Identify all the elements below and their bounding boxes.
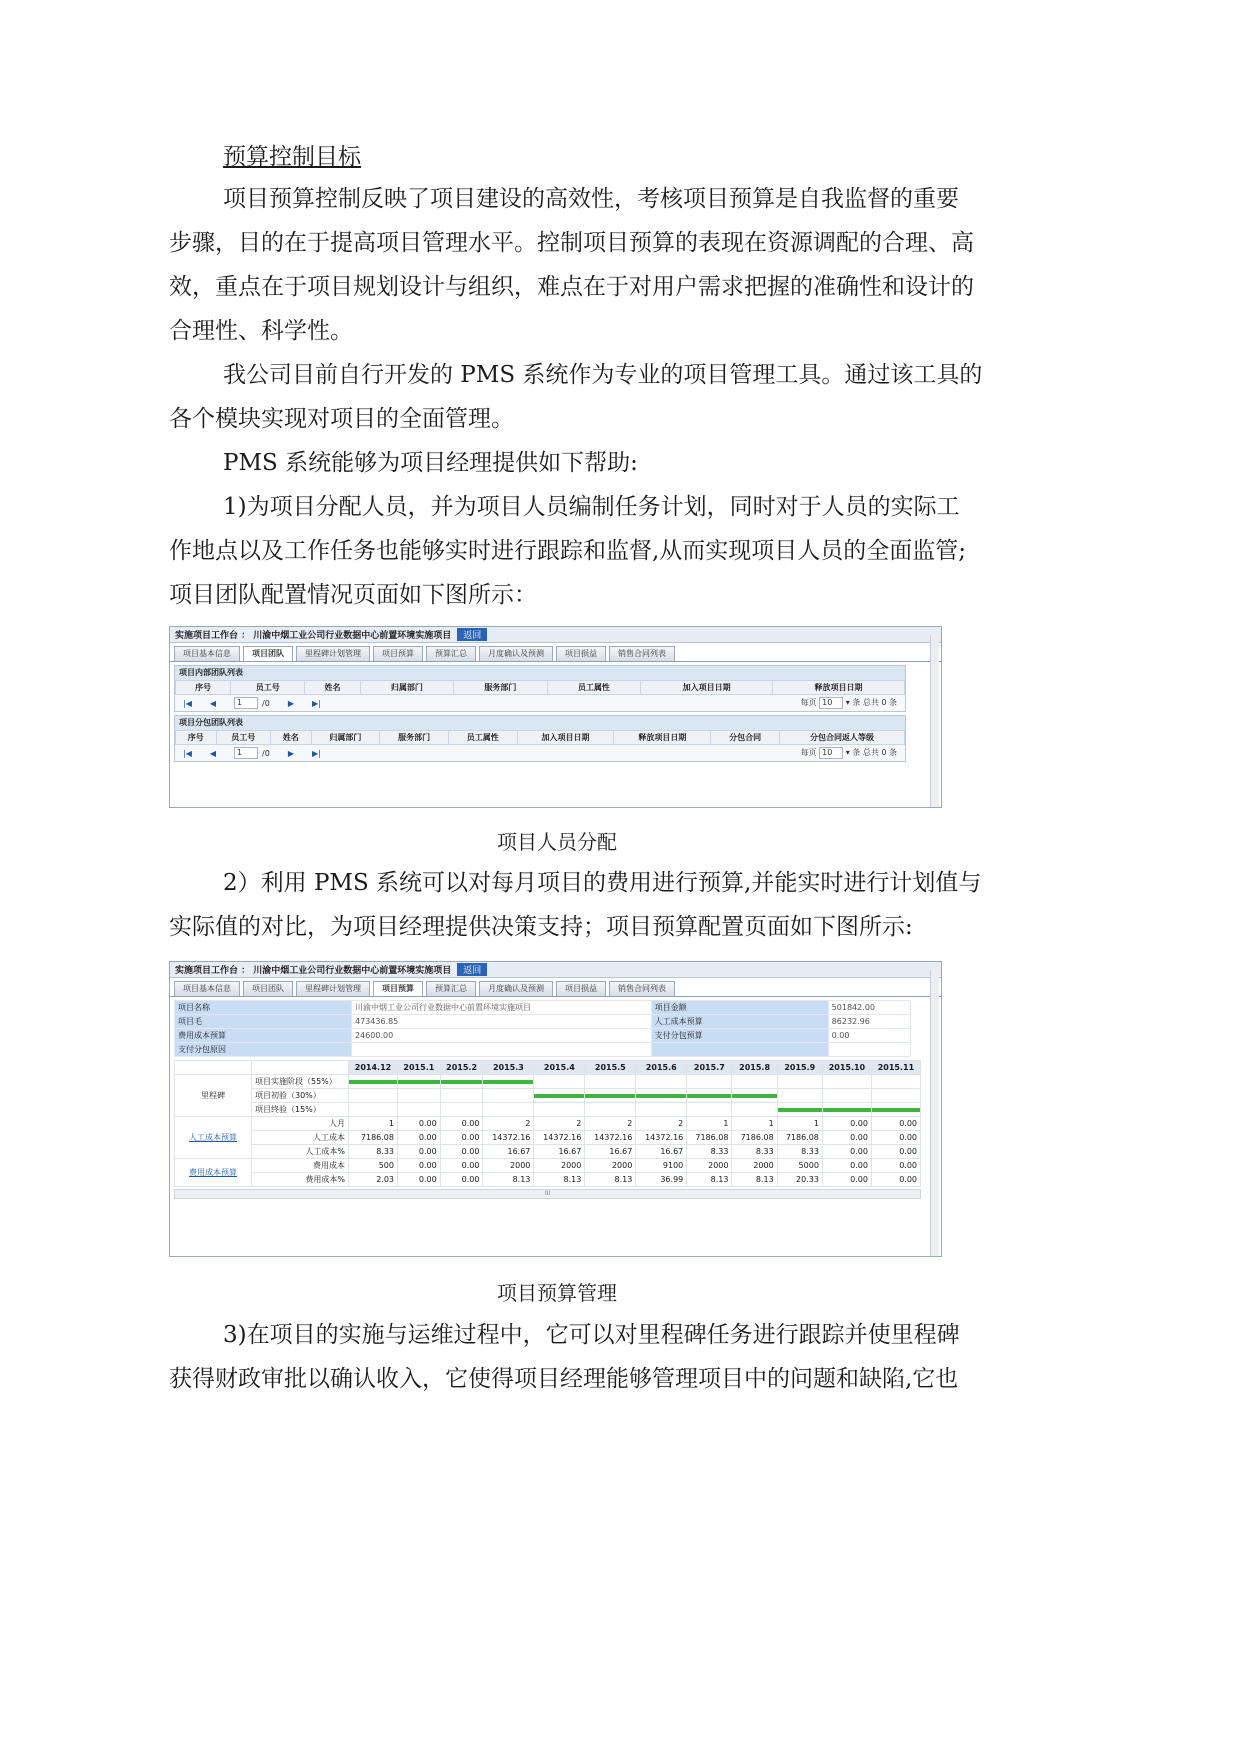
- paragraph-line: 效，重点在于项目规划设计与组织，难点在于对用户需求把握的准确性和设计的: [169, 274, 974, 300]
- milestone-cell: [732, 1089, 777, 1103]
- milestone-cell: [777, 1103, 822, 1117]
- info-row: [175, 1001, 911, 1015]
- value-cell: 0.00: [871, 1145, 920, 1159]
- milestone-cell: [871, 1075, 920, 1089]
- info-row: [175, 1015, 911, 1029]
- blank-cell: [252, 1061, 349, 1075]
- milestone-cell: [585, 1103, 636, 1117]
- value-cell: 2000: [483, 1159, 534, 1173]
- project-info-panel: [174, 1000, 911, 1057]
- section-title: 项目内部团队列表: [175, 666, 905, 680]
- tab-4[interactable]: 项目预算: [373, 981, 423, 996]
- milestone-cell: [440, 1103, 483, 1117]
- blank-cell: [175, 1061, 252, 1075]
- paragraph-line: PMS 系统能够为项目经理提供如下帮助:: [223, 450, 638, 476]
- column-header: 释放项目日期: [614, 731, 711, 745]
- breadcrumb-text: 实施项目工作台 ： 川渝中烟工业公司行业数据中心前置环境实施项目: [175, 631, 452, 641]
- milestone-bar: [441, 1080, 483, 1084]
- paragraph-line: 3)在项目的实施与运维过程中，它可以对里程碑任务进行跟踪并使里程碑: [223, 1322, 960, 1348]
- page-size-select[interactable]: 10: [819, 747, 843, 759]
- value-cell: 7186.08: [687, 1131, 732, 1145]
- paragraph-line: 1)为项目分配人员，并为项目人员编制任务计划，同时对于人员的实际工: [223, 494, 960, 520]
- value-cell: 14372.16: [483, 1131, 534, 1145]
- milestone-cell: [349, 1103, 398, 1117]
- milestone-cell: [732, 1075, 777, 1089]
- value-cell: 0.00: [440, 1159, 483, 1173]
- milestone-cell: [398, 1075, 441, 1089]
- first-page-icon[interactable]: |◀: [183, 698, 192, 708]
- paragraph-line: 2）利用 PMS 系统可以对每月项目的费用进行预算,并能实时进行计划值与: [223, 870, 982, 896]
- milestone-cell: [822, 1089, 871, 1103]
- tab-7[interactable]: 项目损益: [556, 981, 606, 996]
- value-cell: 8.13: [483, 1173, 534, 1187]
- value-cell: 0.00: [440, 1173, 483, 1187]
- milestone-name: 项目初验（30%）: [252, 1089, 349, 1103]
- value-cell: 2: [534, 1117, 585, 1131]
- value-cell: 0.00: [822, 1159, 871, 1173]
- budget-grid: [174, 1060, 921, 1187]
- page-size-info: 每页 10 ▾ 条 总共 0 条: [800, 748, 897, 757]
- value-cell: 8.33: [732, 1145, 777, 1159]
- info-label: 人工成本预算: [651, 1015, 828, 1029]
- value-cell: 16.67: [636, 1145, 687, 1159]
- budget-row: [175, 1131, 921, 1145]
- breadcrumb: [170, 627, 941, 643]
- expense-link[interactable]: 费用成本预算: [175, 1159, 252, 1187]
- value-cell: 2: [636, 1117, 687, 1131]
- value-cell: 9100: [636, 1159, 687, 1173]
- value-cell: 8.33: [777, 1145, 822, 1159]
- info-value: 473436.85: [352, 1015, 652, 1029]
- value-cell: 0.00: [398, 1173, 441, 1187]
- tab-2[interactable]: 项目团队: [243, 981, 293, 996]
- column-header: 归属部门: [311, 731, 380, 745]
- milestone-row: [175, 1089, 921, 1103]
- value-cell: 16.67: [483, 1145, 534, 1159]
- section-title: 项目分包团队列表: [175, 716, 905, 730]
- milestone-cell: [483, 1089, 534, 1103]
- tab-7[interactable]: 项目损益: [556, 646, 606, 661]
- page-number-input[interactable]: 1: [234, 747, 258, 759]
- budget-row: [175, 1173, 921, 1187]
- value-cell: 36.99: [636, 1173, 687, 1187]
- column-header: 姓名: [271, 731, 312, 745]
- milestone-bar: [534, 1094, 584, 1098]
- milestone-cell: [636, 1089, 687, 1103]
- value-cell: 2000: [732, 1159, 777, 1173]
- horizontal-scrollbar[interactable]: III: [174, 1189, 921, 1199]
- tab-6[interactable]: 月度确认及预测: [479, 646, 553, 661]
- milestone-bar: [483, 1080, 533, 1084]
- page-total: /0: [262, 748, 270, 758]
- milestone-cell: [349, 1075, 398, 1089]
- tab-3[interactable]: 里程碑计划管理: [296, 646, 370, 661]
- month-header: 2015.2: [440, 1061, 483, 1075]
- month-header: 2015.11: [871, 1061, 920, 1075]
- month-header: 2015.5: [585, 1061, 636, 1075]
- value-cell: 8.13: [534, 1173, 585, 1187]
- month-header: 2015.8: [732, 1061, 777, 1075]
- info-value: 0.00: [828, 1029, 910, 1043]
- milestone-bar: [398, 1080, 440, 1084]
- grid-header-row: [175, 1061, 921, 1075]
- paragraph-line: 我公司目前自行开发的 PMS 系统作为专业的项目管理工具。通过该工具的: [223, 362, 983, 388]
- back-button[interactable]: 返回: [457, 963, 487, 976]
- value-cell: 2.03: [349, 1173, 398, 1187]
- figure-caption: 项目预算管理: [497, 1281, 617, 1305]
- value-cell: 16.67: [534, 1145, 585, 1159]
- value-cell: 0.00: [822, 1131, 871, 1145]
- milestone-cell: [349, 1089, 398, 1103]
- info-value: 川渝中烟工业公司行业数据中心前置环境实施项目: [352, 1001, 652, 1015]
- column-header: 姓名: [305, 681, 360, 695]
- value-cell: 7186.08: [732, 1131, 777, 1145]
- section-heading: 预算控制目标: [223, 144, 361, 170]
- screenshot-project-budget: [169, 961, 942, 1257]
- milestone-name: 项目终验（15%）: [252, 1103, 349, 1117]
- value-cell: 500: [349, 1159, 398, 1173]
- pager: [175, 695, 905, 711]
- value-cell: 2: [483, 1117, 534, 1131]
- paragraph-line: 合理性、科学性。: [169, 318, 353, 344]
- paragraph-line: 各个模块实现对项目的全面管理。: [169, 406, 514, 432]
- tab-1[interactable]: 项目基本信息: [174, 646, 240, 661]
- value-cell: 1: [732, 1117, 777, 1131]
- tab-8[interactable]: 销售合同列表: [609, 646, 675, 661]
- value-cell: 0.00: [871, 1173, 920, 1187]
- info-row: [175, 1043, 911, 1057]
- milestone-cell: [398, 1103, 441, 1117]
- milestone-name: 项目实施阶段（55%）: [252, 1075, 349, 1089]
- value-cell: 20.33: [777, 1173, 822, 1187]
- milestone-bar: [636, 1094, 686, 1098]
- milestone-cell: [585, 1089, 636, 1103]
- internal-team-section: [174, 665, 906, 712]
- column-header: 员工属性: [448, 731, 517, 745]
- tab-5[interactable]: 预算汇总: [426, 981, 476, 996]
- row-name: 人工成本%: [252, 1145, 349, 1159]
- tab-6[interactable]: 月度确认及预测: [479, 981, 553, 996]
- month-header: 2015.6: [636, 1061, 687, 1075]
- value-cell: 7186.08: [349, 1131, 398, 1145]
- value-cell: 5000: [777, 1159, 822, 1173]
- row-name: 人月: [252, 1117, 349, 1131]
- prev-page-icon[interactable]: ◀: [209, 698, 217, 708]
- value-cell: 0.00: [398, 1145, 441, 1159]
- info-row: [175, 1029, 911, 1043]
- info-label: 支付分包原因: [175, 1043, 352, 1057]
- milestone-cell: [534, 1075, 585, 1089]
- tab-5[interactable]: 预算汇总: [426, 646, 476, 661]
- value-cell: 0.00: [440, 1145, 483, 1159]
- month-header: 2015.4: [534, 1061, 585, 1075]
- vertical-scrollbar[interactable]: [930, 635, 939, 807]
- milestone-cell: [732, 1103, 777, 1117]
- value-cell: 14372.16: [534, 1131, 585, 1145]
- milestone-cell: [822, 1103, 871, 1117]
- milestone-row: [175, 1075, 921, 1089]
- milestone-bar: [585, 1094, 635, 1098]
- milestone-bar: [732, 1094, 776, 1098]
- value-cell: 0.00: [398, 1117, 441, 1131]
- milestone-cell: [687, 1089, 732, 1103]
- labor-link[interactable]: 人工成本预算: [175, 1117, 252, 1159]
- tab-4[interactable]: 项目预算: [373, 646, 423, 661]
- page-total: /0: [262, 698, 270, 708]
- milestone-cell: [687, 1103, 732, 1117]
- info-value: [828, 1043, 910, 1057]
- value-cell: 2: [585, 1117, 636, 1131]
- month-header: 2015.1: [398, 1061, 441, 1075]
- month-header: 2015.7: [687, 1061, 732, 1075]
- info-value: 24600.00: [352, 1029, 652, 1043]
- tab-2[interactable]: 项目团队: [243, 646, 293, 661]
- pager: [175, 745, 905, 761]
- value-cell: 1: [777, 1117, 822, 1131]
- milestone-bar: [823, 1108, 871, 1112]
- info-value: [352, 1043, 652, 1057]
- milestone-cell: [636, 1103, 687, 1117]
- value-cell: 8.13: [687, 1173, 732, 1187]
- column-header: 员工属性: [547, 681, 641, 695]
- milestone-cell: [871, 1103, 920, 1117]
- value-cell: 0.00: [440, 1117, 483, 1131]
- subcontract-team-section: [174, 715, 906, 762]
- column-header: 分包合同: [711, 731, 780, 745]
- month-header: 2014.12: [349, 1061, 398, 1075]
- milestone-cell: [534, 1103, 585, 1117]
- value-cell: 2000: [585, 1159, 636, 1173]
- milestone-label: 里程碑: [175, 1075, 252, 1117]
- milestone-cell: [777, 1075, 822, 1089]
- vertical-scrollbar[interactable]: [930, 970, 939, 1256]
- value-cell: 8.13: [732, 1173, 777, 1187]
- tab-bar: [170, 978, 941, 997]
- milestone-cell: [822, 1075, 871, 1089]
- month-header: 2015.3: [483, 1061, 534, 1075]
- milestone-cell: [687, 1075, 732, 1089]
- info-value: 501842.00: [828, 1001, 910, 1015]
- row-name: 费用成本: [252, 1159, 349, 1173]
- value-cell: 0.00: [871, 1159, 920, 1173]
- milestone-cell: [440, 1089, 483, 1103]
- tab-8[interactable]: 销售合同列表: [609, 981, 675, 996]
- milestone-cell: [636, 1075, 687, 1089]
- value-cell: 8.33: [349, 1145, 398, 1159]
- milestone-bar: [349, 1080, 397, 1084]
- tab-1[interactable]: 项目基本信息: [174, 981, 240, 996]
- row-name: 人工成本: [252, 1131, 349, 1145]
- value-cell: 0.00: [822, 1117, 871, 1131]
- page-number-input[interactable]: 1: [234, 697, 258, 709]
- value-cell: 14372.16: [585, 1131, 636, 1145]
- page-size-select[interactable]: 10: [819, 697, 843, 709]
- milestone-bar: [687, 1094, 731, 1098]
- table-header-row: [176, 731, 905, 745]
- value-cell: 2000: [687, 1159, 732, 1173]
- info-label: 项目毛: [175, 1015, 352, 1029]
- value-cell: 16.67: [585, 1145, 636, 1159]
- value-cell: 0.00: [871, 1131, 920, 1145]
- paragraph-line: 项目团队配置情况页面如下图所示：: [169, 582, 537, 608]
- paragraph-line: 获得财政审批以确认收入，它使得项目经理能够管理项目中的问题和缺陷,它也: [169, 1366, 959, 1392]
- milestone-cell: [534, 1089, 585, 1103]
- breadcrumb: [170, 962, 941, 978]
- info-label: 费用成本预算: [175, 1029, 352, 1043]
- column-header: 释放项目日期: [773, 681, 905, 695]
- column-header: 序号: [176, 731, 217, 745]
- column-header: 服务部门: [380, 731, 449, 745]
- column-header: 服务部门: [454, 681, 548, 695]
- last-page-icon[interactable]: ▶|: [311, 698, 321, 708]
- milestone-row: [175, 1103, 921, 1117]
- value-cell: 8.33: [687, 1145, 732, 1159]
- next-page-icon[interactable]: ▶: [287, 748, 294, 758]
- milestone-cell: [483, 1075, 534, 1089]
- value-cell: 7186.08: [777, 1131, 822, 1145]
- tab-bar: [170, 643, 941, 662]
- milestone-bar: [872, 1108, 920, 1112]
- value-cell: 0.00: [871, 1117, 920, 1131]
- table-header-row: [176, 681, 905, 695]
- info-label: 项目名称: [175, 1001, 352, 1015]
- paragraph-line: 项目预算控制反映了项目建设的高效性，考核项目预算是自我监督的重要: [223, 186, 959, 212]
- month-header: 2015.9: [777, 1061, 822, 1075]
- milestone-bar: [778, 1108, 822, 1112]
- value-cell: 0.00: [440, 1131, 483, 1145]
- paragraph-line: 作地点以及工作任务也能够实时进行跟踪和监督,从而实现项目人员的全面监管;: [169, 538, 967, 564]
- first-page-icon[interactable]: |◀: [183, 748, 192, 758]
- value-cell: 8.13: [585, 1173, 636, 1187]
- milestone-cell: [398, 1089, 441, 1103]
- milestone-cell: [483, 1103, 534, 1117]
- info-label: 项目金额: [651, 1001, 828, 1015]
- value-cell: 2000: [534, 1159, 585, 1173]
- column-header: 员工号: [231, 681, 305, 695]
- column-header: 分包合同返人等级: [779, 731, 904, 745]
- column-header: 加入项目日期: [641, 681, 773, 695]
- prev-page-icon[interactable]: ◀: [209, 748, 217, 758]
- breadcrumb-text: 实施项目工作台 ： 川渝中烟工业公司行业数据中心前置环境实施项目: [175, 966, 452, 976]
- column-header: 序号: [176, 681, 231, 695]
- budget-row: [175, 1117, 921, 1131]
- last-page-icon[interactable]: ▶|: [311, 748, 321, 758]
- value-cell: 1: [687, 1117, 732, 1131]
- value-cell: 0.00: [822, 1145, 871, 1159]
- value-cell: 0.00: [398, 1159, 441, 1173]
- milestone-cell: [440, 1075, 483, 1089]
- column-header: 员工号: [216, 731, 271, 745]
- figure-caption: 项目人员分配: [497, 830, 617, 854]
- milestone-cell: [871, 1089, 920, 1103]
- value-cell: 0.00: [398, 1131, 441, 1145]
- row-name: 费用成本%: [252, 1173, 349, 1187]
- info-label: [651, 1043, 828, 1057]
- page-size-info: 每页 10 ▾ 条 总共 0 条: [800, 698, 897, 707]
- value-cell: 14372.16: [636, 1131, 687, 1145]
- milestone-cell: [585, 1075, 636, 1089]
- paragraph-line: 步骤，目的在于提高项目管理水平。控制项目预算的表现在资源调配的合理、高: [169, 230, 974, 256]
- value-cell: 0.00: [822, 1173, 871, 1187]
- month-header: 2015.10: [822, 1061, 871, 1075]
- tab-3[interactable]: 里程碑计划管理: [296, 981, 370, 996]
- budget-row: [175, 1145, 921, 1159]
- screenshot-project-team: [169, 626, 942, 808]
- info-value: 86232.96: [828, 1015, 910, 1029]
- budget-row: [175, 1159, 921, 1173]
- back-button[interactable]: 返回: [457, 628, 487, 641]
- milestone-cell: [777, 1089, 822, 1103]
- column-header: 加入项目日期: [517, 731, 614, 745]
- next-page-icon[interactable]: ▶: [287, 698, 294, 708]
- column-header: 归属部门: [360, 681, 454, 695]
- info-label: 支付分包预算: [651, 1029, 828, 1043]
- paragraph-line: 实际值的对比，为项目经理提供决策支持；项目预算配置页面如下图所示:: [169, 914, 913, 940]
- value-cell: 1: [349, 1117, 398, 1131]
